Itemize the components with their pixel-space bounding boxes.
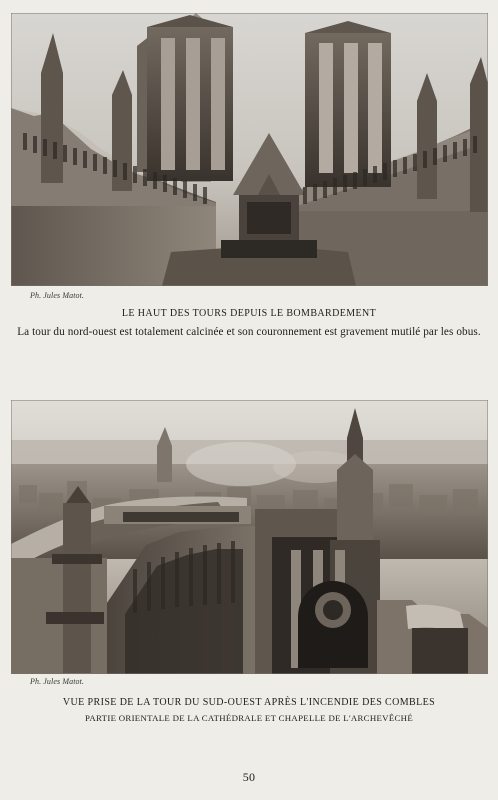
bottom-photo — [11, 400, 488, 674]
top-photo-credit: Ph. Jules Matot. — [30, 291, 85, 300]
top-caption-description: La tour du nord-ouest est totalement calcinée et son couronnement est gravement mutilé par les obus. — [17, 326, 481, 338]
bottom-photo-credit: Ph. Jules Matot. — [30, 677, 85, 686]
bottom-caption-subtitle: PARTIE ORIENTALE DE LA CATHÉDRALE ET CHAPELLE DE L'ARCHEVÊCHÉ — [85, 713, 413, 723]
bottom-caption-title: VUE PRISE DE LA TOUR DU SUD-OUEST APRÈS L'INCENDIE DES COMBLES — [62, 697, 436, 708]
top-photo-illustration — [11, 13, 488, 286]
top-photo — [11, 13, 488, 286]
bottom-photo-illustration — [11, 400, 488, 674]
top-caption-title: LE HAUT DES TOURS DEPUIS LE BOMBARDEMENT — [121, 308, 377, 319]
page-number: 50 — [242, 770, 256, 784]
